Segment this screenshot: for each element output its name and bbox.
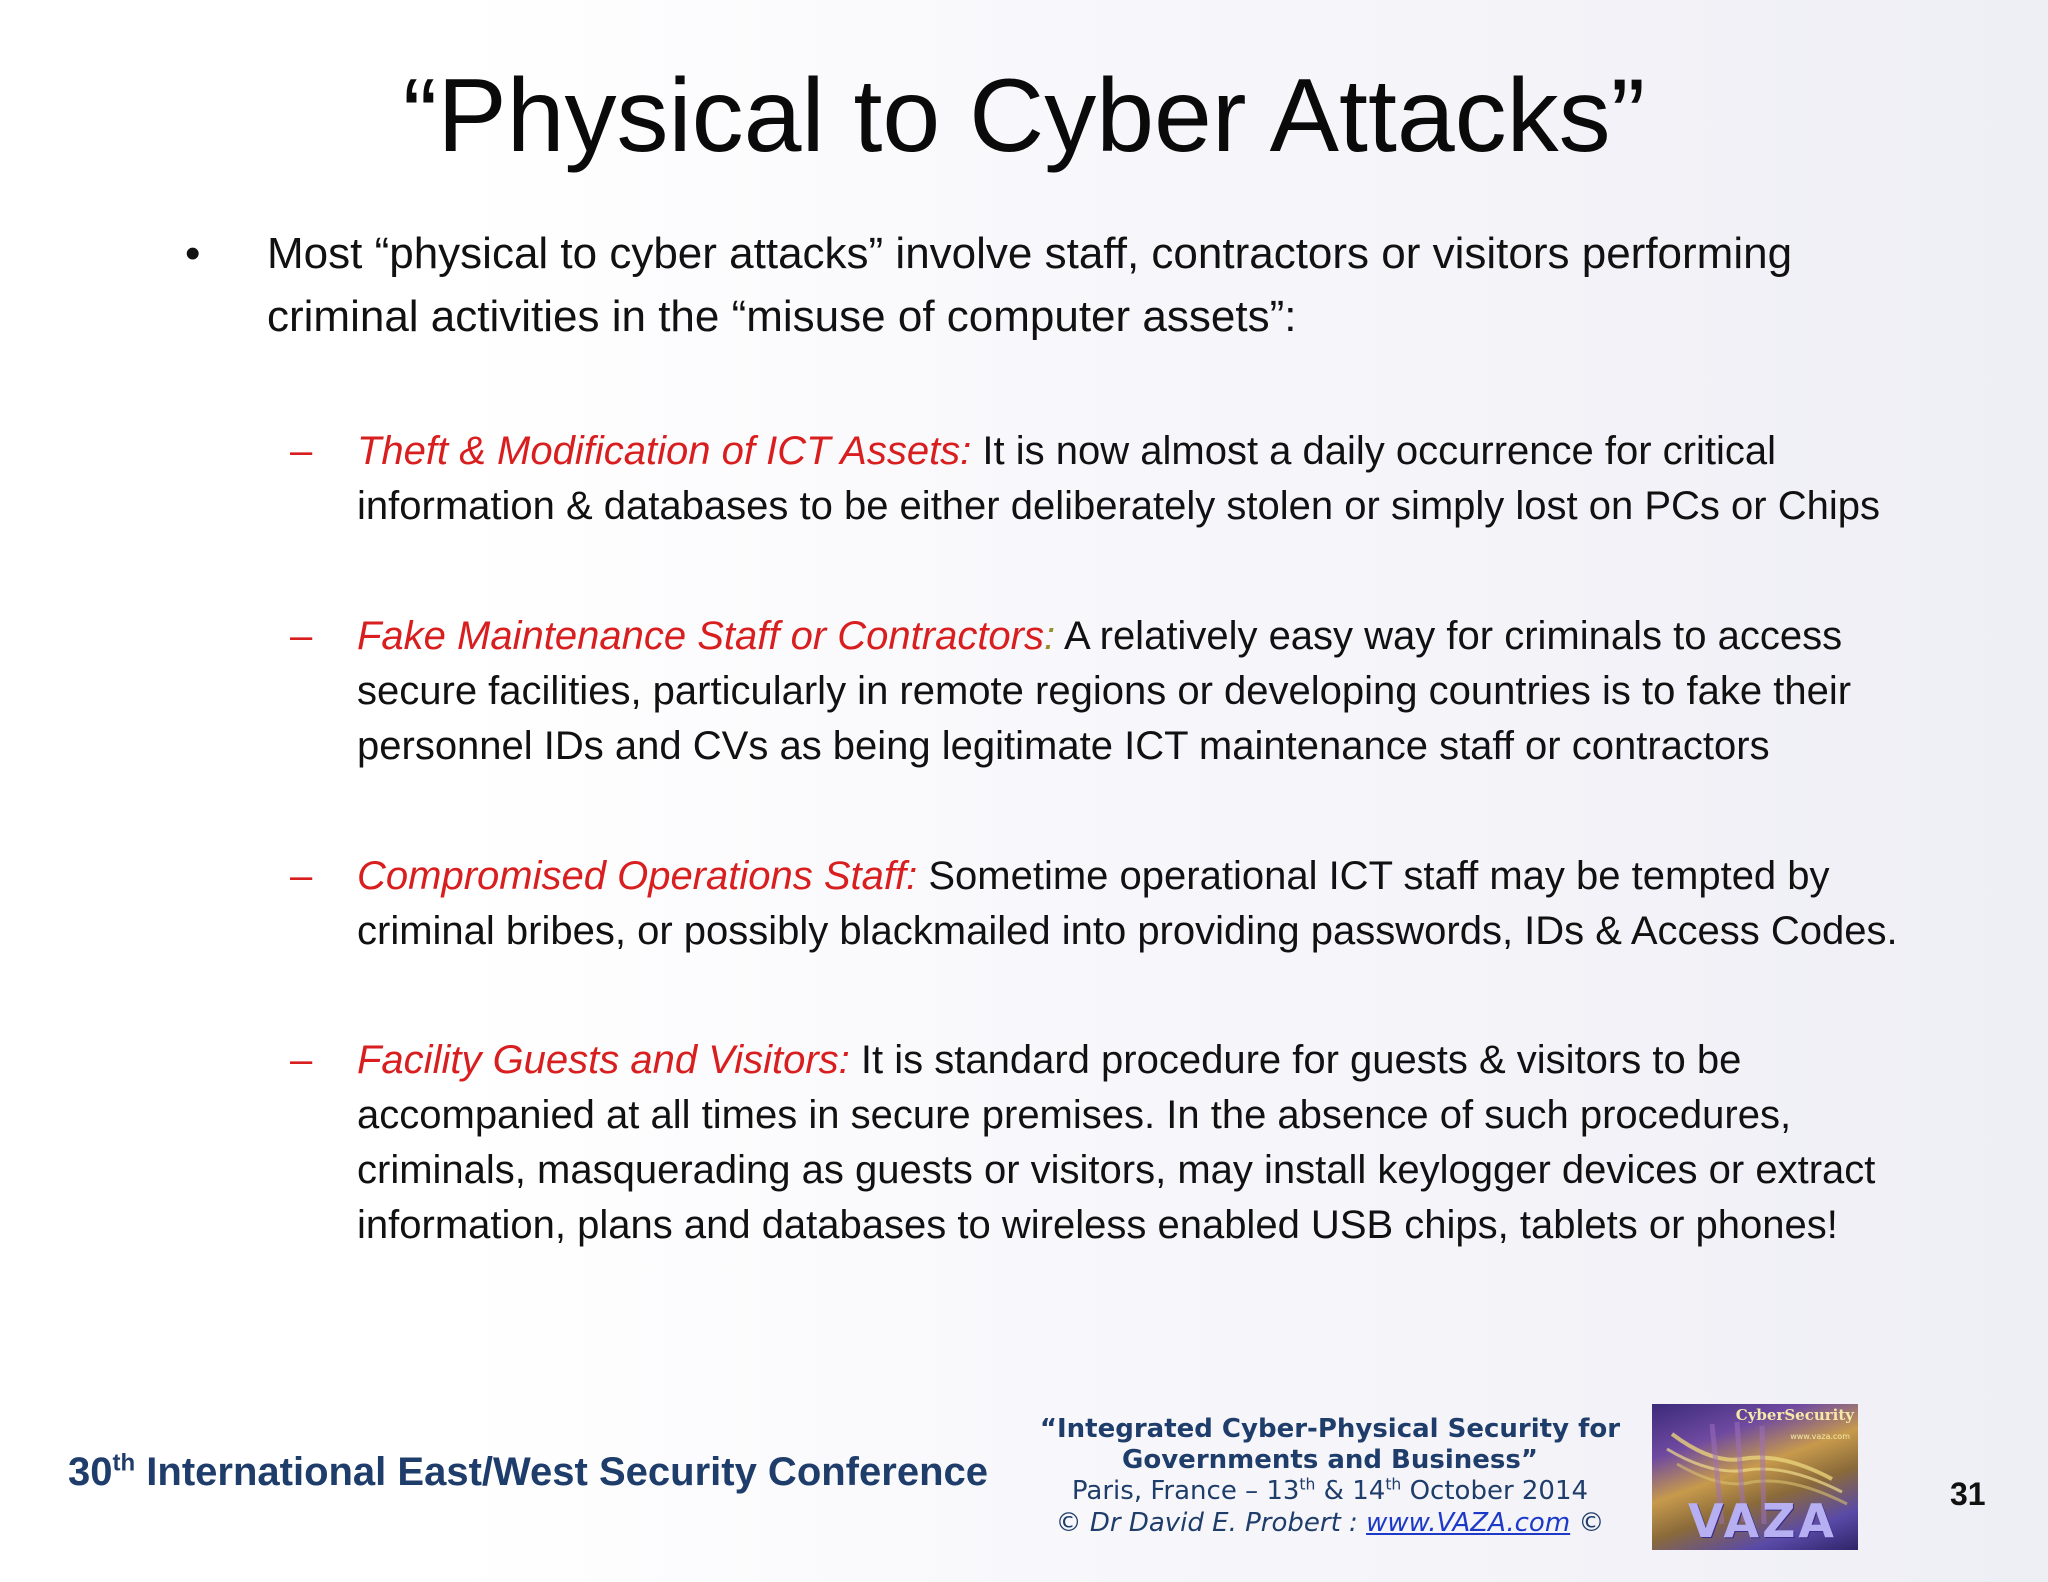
page-number: 31 [1950, 1476, 1986, 1512]
list-item-text [357, 424, 1970, 534]
list-item [290, 609, 1970, 774]
list-item [290, 424, 1970, 534]
list-item-text [357, 1033, 1970, 1253]
list-item [290, 849, 1970, 959]
dash-marker: – [290, 614, 313, 658]
footer-event-info [1000, 1414, 1660, 1540]
list-item-body: A relatively easy way for criminals to access secure facilities, particularly in remote regions or developing countries is to fake their personnel IDs and CVs as being legitimate ICT maintenance staff or contractors [357, 614, 1852, 768]
list-item [290, 1033, 1970, 1253]
list-item-body: It is standard procedure for guests & visitors to be accompanied at all times in secure premises. In the absence of such procedures, criminals, masquerading as guests or visitors, may install keylogger devices or extract information, plans and databases to wireless enabled USB chips, tablets or phones! [357, 1038, 1876, 1247]
main-bullet-text: Most “physical to cyber attacks” involve staff, contractors or visitors performing criminal activities in the “misuse of computer assets”: [267, 229, 1793, 341]
logo-url-text: www.vaza.com [1790, 1432, 1850, 1441]
dash-marker: – [290, 1038, 313, 1082]
vaza-cybersecurity-logo [1652, 1404, 1858, 1550]
logo-bottom-text: VAZA [1688, 1494, 1838, 1548]
event-date-end: October 2014 [1401, 1476, 1589, 1506]
list-item-heading: Theft & Modification of ICT Assets: [357, 429, 972, 473]
list-item-body: Sometime operational ICT staff may be tempted by criminal bribes, or possibly blackmailed into providing passwords, IDs & Access Codes. [357, 854, 1898, 953]
list-item-text [357, 609, 1970, 774]
conference-number-suffix: th [112, 1449, 136, 1477]
conference-name-text: International East/West Security Conference [135, 1450, 988, 1494]
list-item-heading: Compromised Operations Staff: [357, 854, 918, 898]
event-date-start: Paris, France – 13 [1071, 1476, 1300, 1506]
author-name: © Dr David E. Probert : [1055, 1508, 1367, 1538]
event-date [1000, 1476, 1660, 1507]
slide-title: “Physical to Cyber Attacks” [402, 58, 1646, 174]
logo-top-text: CyberSecurity [1735, 1406, 1854, 1424]
list-item-body: It is now almost a daily occurrence for critical information & databases to be either deliberately stolen or simply lost on PCs or Chips [357, 429, 1880, 528]
vaza-link[interactable]: www.VAZA.com [1366, 1508, 1571, 1538]
author-credit [1000, 1507, 1660, 1540]
dash-marker: – [290, 429, 313, 473]
conference-name [68, 1449, 988, 1494]
main-bullet [185, 222, 1945, 348]
list-item-text [357, 849, 1970, 959]
event-date-sup: th [1299, 1475, 1316, 1494]
event-date-sup: th [1385, 1475, 1402, 1494]
dash-marker: – [290, 854, 313, 898]
event-date-mid: & 14 [1315, 1476, 1386, 1506]
list-item-heading: Fake Maintenance Staff or Contractors [357, 614, 1044, 658]
bullet-marker: • [185, 229, 201, 278]
copyright-symbol: © [1570, 1508, 1605, 1538]
list-item-heading-colon: : [1044, 614, 1056, 658]
conference-number: 30 [68, 1450, 113, 1494]
list-item-heading: Facility Guests and Visitors: [357, 1038, 850, 1082]
event-title-line2: Governments and Business” [1122, 1445, 1538, 1475]
event-title-line1: “Integrated Cyber-Physical Security for [1039, 1414, 1621, 1444]
